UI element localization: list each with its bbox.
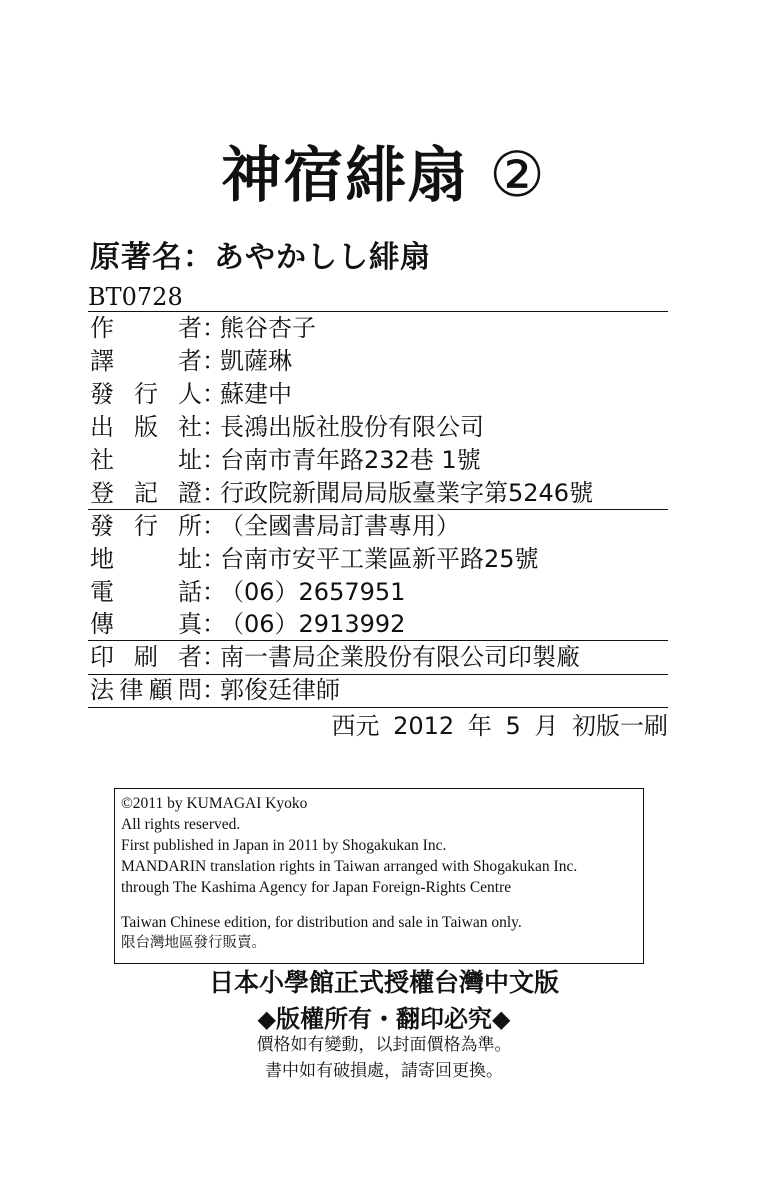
credit-label: 發行人	[90, 380, 202, 408]
copyright-box	[114, 788, 644, 964]
damage-note: 書中如有破損處，請寄回更換。	[265, 1061, 503, 1081]
credit-label: 社址	[90, 446, 202, 474]
credit-value: 蘇建中	[220, 380, 292, 408]
copyright-line: All rights reserved.	[121, 816, 241, 833]
credit-separator: ：	[202, 577, 226, 606]
book-code: BT0728	[88, 283, 183, 311]
credit-value: （06）2913992	[220, 610, 406, 639]
credit-label: 發行所	[90, 512, 202, 540]
distribution-line-cn: 限台灣地區發行販賣。	[121, 935, 266, 951]
credit-label: 作者	[90, 314, 202, 342]
original-title: 原著名：あやかしし緋扇	[90, 240, 431, 275]
credit-value: 南一書局企業股份有限公司印製廠	[220, 643, 580, 671]
credit-value: 郭俊廷律師	[220, 676, 340, 704]
edition-date: 西元 2012 年 5 月 初版一刷	[331, 712, 668, 740]
credit-label: 印刷者	[90, 643, 202, 671]
divider	[88, 674, 668, 675]
credit-value: （全國書局訂書專用）	[220, 512, 460, 540]
credit-row	[90, 674, 670, 707]
credit-value: 長鴻出版社股份有限公司	[220, 413, 484, 441]
credit-row	[90, 543, 670, 576]
credit-row	[90, 378, 670, 411]
book-title	[0, 128, 768, 214]
rights-notice: ◆版權所有・翻印必究◆	[257, 1005, 511, 1033]
credit-label: 譯者	[90, 347, 202, 375]
distribution-line: Taiwan Chinese edition, for distribution and sale in Taiwan only.	[121, 914, 522, 931]
credit-separator: ：	[202, 347, 226, 375]
authorization-notice: 日本小學館正式授權台灣中文版	[208, 968, 559, 997]
credit-separator: ：	[202, 676, 226, 704]
credit-label: 法律顧問	[90, 676, 202, 704]
credit-separator: ：	[202, 479, 226, 507]
credit-row	[90, 576, 670, 609]
credit-separator: ：	[202, 314, 226, 342]
credit-separator: ：	[202, 610, 226, 639]
copyright-line: First published in Japan in 2011 by Shogakukan Inc.	[121, 837, 447, 854]
credit-row	[90, 411, 670, 444]
book-title-text: 神宿緋扇	[221, 141, 470, 211]
credit-value: 行政院新聞局局版臺業字第5246號	[220, 479, 594, 507]
credit-row	[90, 345, 670, 378]
credit-value: 台南市安平工業區新平路25號	[220, 544, 539, 573]
credit-row	[90, 641, 670, 674]
credit-row	[90, 477, 670, 510]
copyright-line: MANDARIN translation rights in Taiwan arranged with Shogakukan Inc.	[121, 858, 578, 875]
credit-label: 電話	[90, 577, 202, 606]
credit-row	[90, 444, 670, 477]
credit-value: 台南市青年路232巷 1號	[220, 446, 481, 474]
credit-separator: ：	[202, 413, 226, 441]
price-note: 價格如有變動，以封面價格為準。	[256, 1035, 512, 1055]
credit-separator: ：	[202, 380, 226, 408]
credit-row	[90, 312, 670, 345]
credit-separator: ：	[202, 643, 226, 671]
credit-label: 傳真	[90, 610, 202, 639]
volume-number: ②	[489, 138, 547, 211]
credit-separator: ：	[202, 544, 226, 573]
credit-label: 登記證	[90, 479, 202, 507]
credit-value: （06）2657951	[220, 577, 406, 606]
credit-row	[90, 608, 670, 641]
credit-value: 熊谷杏子	[220, 314, 316, 342]
copyright-line: through The Kashima Agency for Japan Foreign-Rights Centre	[121, 879, 512, 896]
credit-label: 地址	[90, 544, 202, 573]
credit-separator: ：	[202, 512, 226, 540]
credit-row	[90, 510, 670, 543]
credit-label: 出版社	[90, 413, 202, 441]
credit-separator: ：	[202, 446, 226, 474]
copyright-line: ©2011 by KUMAGAI Kyoko	[121, 795, 308, 812]
credit-value: 凱薩琳	[220, 347, 292, 375]
